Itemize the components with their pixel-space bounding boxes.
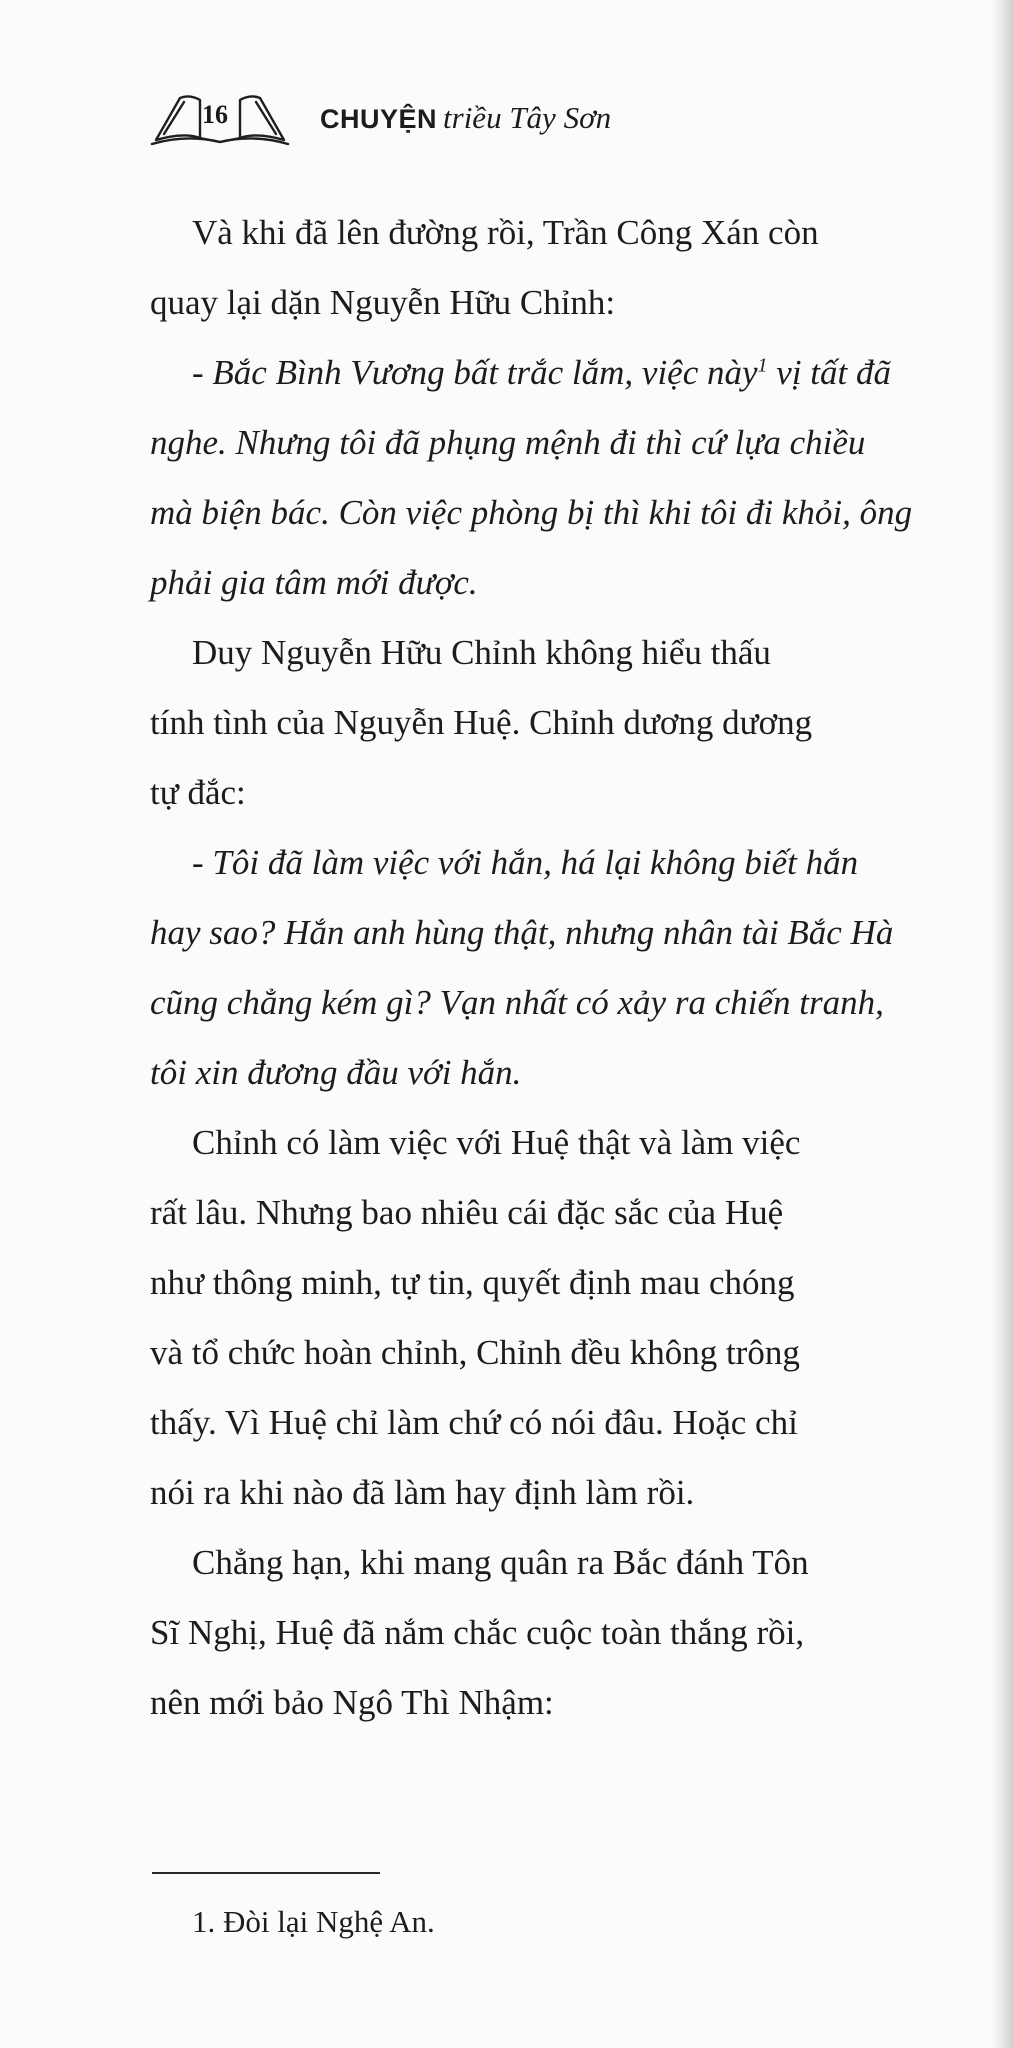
running-title-italic: triều Tây Sơn [443, 100, 612, 135]
text-segment: vị tất đã [767, 353, 892, 392]
paragraph-1 [150, 198, 970, 338]
paragraph-4-quote [150, 828, 970, 1108]
text-line: Chẳng hạn, khi mang quân ra Bắc đánh Tôn [192, 1543, 809, 1582]
page-number: 16 [202, 100, 228, 129]
text-line: rất lâu. Nhưng bao nhiêu cái đặc sắc của Huệ [150, 1193, 784, 1232]
text-line: quay lại dặn Nguyễn Hữu Chỉnh: [150, 283, 616, 322]
text-line: nên mới bảo Ngô Thì Nhậm: [150, 1683, 554, 1722]
text-line: phải gia tâm mới được. [150, 563, 478, 602]
text-line: Và khi đã lên đường rồi, Trần Công Xán còn [192, 213, 819, 252]
paragraph-6 [150, 1528, 970, 1738]
text-line: tự đắc: [150, 773, 246, 812]
text-line: Sĩ Nghị, Huệ đã nắm chắc cuộc toàn thắng rồi, [150, 1613, 805, 1652]
footnote-divider [152, 1872, 380, 1874]
paragraph-3 [150, 618, 970, 828]
footnote: 1. Đòi lại Nghệ An. [192, 1904, 435, 1939]
footnote-marker: 1 [757, 354, 768, 377]
page-edge-shadow [991, 0, 1013, 2048]
text-line: như thông minh, tự tin, quyết định mau chóng [150, 1263, 795, 1302]
text-line: Duy Nguyễn Hữu Chỉnh không hiểu thấu [192, 633, 771, 672]
text-segment: - Bắc Bình Vương bất trắc lắm, việc này [192, 353, 758, 392]
text-line: - Tôi đã làm việc với hắn, há lại không biết hắn [192, 843, 859, 882]
running-header [150, 88, 850, 148]
paragraph-5 [150, 1108, 970, 1528]
text-line [150, 338, 970, 408]
text-line: tính tình của Nguyễn Huệ. Chỉnh dương dương [150, 703, 813, 742]
text-line: hay sao? Hắn anh hùng thật, nhưng nhân tài Bắc Hà [150, 913, 894, 952]
body-text [150, 198, 970, 1738]
text-line: nghe. Nhưng tôi đã phụng mệnh đi thì cứ lựa chiều [150, 423, 866, 462]
paragraph-2-quote [150, 338, 970, 618]
text-line: thấy. Vì Huệ chỉ làm chứ có nói đâu. Hoặc chỉ [150, 1403, 798, 1442]
text-line: cũng chẳng kém gì? Vạn nhất có xảy ra chiến tranh, [150, 983, 884, 1022]
text-line: mà biện bác. Còn việc phòng bị thì khi tôi đi khỏi, ông [150, 493, 913, 532]
text-line: Chỉnh có làm việc với Huệ thật và làm việc [192, 1123, 801, 1162]
running-title [320, 100, 611, 136]
text-line: và tổ chức hoàn chỉnh, Chỉnh đều không trông [150, 1333, 800, 1372]
text-line: tôi xin đương đầu với hắn. [150, 1053, 522, 1092]
text-line: nói ra khi nào đã làm hay định làm rồi. [150, 1473, 695, 1512]
running-title-bold: CHUYỆN [320, 104, 438, 134]
